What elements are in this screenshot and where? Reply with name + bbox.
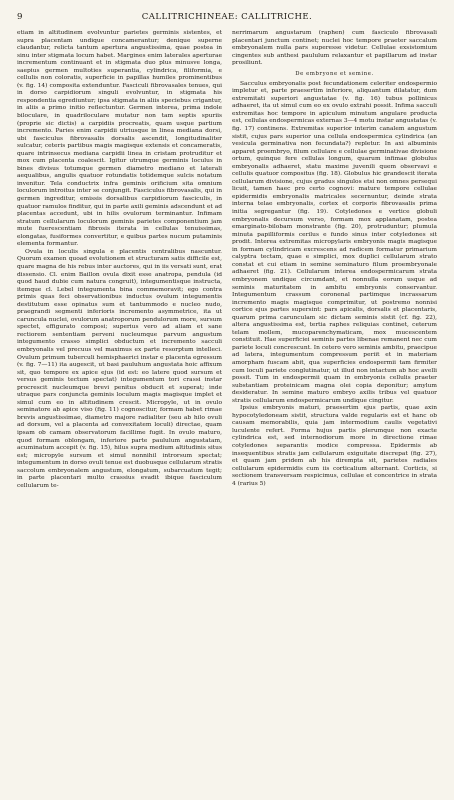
running-head	[17, 12, 437, 24]
page-number: 9	[17, 12, 23, 22]
paragraph: nerrimarum angustarum (raphen) cum fasciculo fibrovasali placentari junctum continet; nuclei hoc tempore praeter saccalum embryonalem nulla pars superesse videtur. Cellulae exsistomium cingentes sub anthesi paululum relaxantur et papillarum ad instar prosiliunt.	[232, 30, 437, 67]
left-column	[17, 30, 222, 778]
paragraph: etiam in altitudinem evolvuntur parietes germinis sistentes, et supra placentam undique concamerantur; denique superne claudantur, relicta tantum apertura angustissima, quae postea in sinu inter stigmata locum habet. Margines enim laterales aperturae incrementum continuant et in stigmata duo plus minusve longa, saepius germen multoties superantia, cylindrica, filiformia, e cellulis non coloratis, superficie in papillas humiles prominentibus (v. fig. 14) composita extenduntur. Fasciculi fibrovasales tenues, qui in dorso carpidiorum singuli evolvuntur, in stigmata his respondentia egrediuntur; ipsa stigmata in aliis speciebus crigantur, in aliis a primo initio reflectuntur. Germen interea, prima indole biloculare, in quadrilocularе mutatur non tam septis spuriis (proprie sic dictis) a carpidiis procreatis, quam usque partium incremento. Paries enim carpidii utriusque in linea mediana dorsi, ubi fasciculus fibrovasalis dorsalis ascendit, longitudinaliter sulcatur, ceteris partibus magis magisque extensis et concameratis, quare intrinsecus mediana carpidii linea in cristam protruditur et mox cum placenta coalescit. Igitur utrumque germinis loculus in bines divisus totumque germen diametro mediano et laterali aequalibus, angulis quatuor rotundatis totidemque sulcis notatum invenitur. Tela conductrix infra geminis orificium sita omnium loculorum introitus inter se conjungit. Fasciculus fibrovasalis, qui in germen ingreditur, emissis dorsalibus carpidiorum fasciculis, in quatuor ramulos finditur, qui in parte axili geminis adscendunt et ad placentas accedunt, ubi in hilis ovulorum terminantur. Infimam stratum cellularum loculorum geminis parietes componentium jam mute fuerescentiam fibrosis iterata in cellulas tenuissimas, elongatas, fusiformes convertitur, e quibus partes nucum putaminis elementa formantur.	[17, 30, 222, 248]
section-heading: De embryone et semine.	[295, 70, 374, 77]
right-column	[232, 30, 437, 778]
text-columns	[17, 30, 437, 778]
running-title: CALLITRICHINEAE: CALLITRICHE.	[141, 12, 313, 22]
paragraph: Ipsius embryonis maturi, praesertim ejus partis, quae axin hypocotyledoneam sistit, structura valde regularis est et hanc ob causam memorabilis, quia jam intermodium caulis vegetativi luculente refert. Forma hujus partis plerumque non exacte cylindrica est, sed internodiorum more in directione rimae cotyledones separantis modice compressa. Epidermis ab insequentibus stratis jam cellularum exiguitate discrepat (fig. 27), et quam jam pridem ab his dirempta sit, parietes radiales cellularum epidermidis cum iis corticalium alternant. Corticis, si sectionem transversam respicimus, cellulae et concentrice in strata 4 (rarius 5)	[232, 405, 437, 487]
paragraph: Ovula in loculis singula e placentis centralibus nascuntur. Quorum examen quoad evolutionem et structuram satis difficile est, quare magna de his rebus inter auctores, qui in iis versati sunt, erat dissensio. Cl. enim Baillon ovula dixit esse anatropa, pendula (id quod haud dubie cum natura congruit), integumentisque instructa, itemque cl. Lebel integumenta bina commemoravit; ego contra primis quas feci observationibus inductus ovulum integumentis destitutum esse opinatus sum et tantummodo e nucleo nudo, praegrandi segmenti inferioris incremento asymmetrice, ita ut carunculа nuclei, ovulorum anatroporum pendulorum more, sursum spectet, effiguratо composi; superius vero ad aliam et sane rectiorem sententiam perveni nucleumque parvum angustum integumento crasso simplici obductum et incrementо sacculi embryonalis vel precuus vel maximus ex parte resorptum intelleci. Ovulum primum tuberculi hemisphaerici instar e placenta egressum (v. fig. 7—11) ita augescit, ut basi pauluhum angustata hoic affixum sit, quo tempore ex apice ejus (id est: eo latere quod sursum et versus geminis tectum spectat) integumentum tori crassi instar procrescit nucleumque brevi penitus obducit et superat; inde utraque pars conjuncta geminis loculum magis magisque implet et simul cum eo in altitudinem crescit. Micropyle, ut in ovulo seminatore ab apice visо (fig. 11) cognoscitur, formam habet rimae brevis angustissimae, diametro majore radialiter (seu ab hilo ovuli ad dorsum, vel a placenta ad convexitatem loculi) directae, quam ipsam ob camam observatorum facillime fugit. In ovulo maturo, quod formam oblongam, inferiore parte paululum angustatam, acuminatum accepit (v. fig. 15), hilus supra medium altitudinis situs est; micropyle sursum et simul nonnihil introrsum spectat; integumentum in dorso ovuli tenue est duobusque cellularum stratis saccolum embryonalem angustum, elongatum, subarcuatum tegit; in parte placentari multo crassius evadit ibique fasciculum cellularum te-	[17, 248, 222, 489]
paragraph: Sacculus embryonalis post fecundationem celeriter endospermio impletur et, parte praesertim inferiore, aliquantum dilatatur, dum extremitati superiori angustatae (v. fig. 16) tubus pollinicus adhaeret, ita ut simul cum eo ex ovulo extrahi possit. Infima sacculi extremitas hoc tempore in apiculum minutum angularе producta est, cellulas endospermicas externas 3—4 motu instar angustatas (v. fig. 17) continens. Extremitas superior interim canalem angustum sistit, cujus pars superior una cellula endospermica cylindrica (an vesicula germinativa non fecundata?) repletur. In axi albuminis apparet proembryo, filum cellulare e cellulae germinativae divisione ortum, quinque fere cellulas longum, quarum infimae globulus embryonalis adhaeret, statu maxime juvenili quem observavi e cellulis quatuor compositus (fig. 18). Globulus hic grandescit iterata cellularum divisione, cujus gradus singulos etsi non omnes persequi licuit, tamen haec pro certo cognovi: mature tempore cellulae epidermidis embryonalis matricales secernuntur, deinde strata interna telae embryonalis, cortex et corporis fibrovasalis prima initia segregantur (fig. 19). Cotyledones e vertice globuli embryonalis decursum verso, formam mox applanatam, postea emarginato-bilobam monstrante (fig. 20), protruduntur; plumula minuta papilliformis cerilus e fundo sinus inter cotyledones sit prodit. Interea extremitas micropylaris embryonis magis magisque in formam cylindricam excrescens ad radicem formatur primarium calyptra tectam, quae e simplici, mox duplici cellularum strato constat et cui etiam in semine seminaturo filum proembryonale adhaeret (fig. 21). Cellularum interea endospermicarum strata embryonem undique circumdant, et nonnulla eorum usque ad seminis maturitatem in ambitu embryonis conservantur. Integumentum crassum coronenal partimque incrassarum incremento magis magisque comprimitur, ut postremo nonnisi cortice ejus partes supersint: pars apicalis, dorsalis et placentaris, quarum prima carunculam sic dictam seminis sistit (cf. fig. 22), altera angustissima est, tertia raphes reliquias continet, ceterum telam mollem, mucoparenchymaticam, mox mucescentem constituit. Hae superficiei seminis partes libenae remanent nec cum pariete loculi concrescunt. In cetero vero seminis ambitu, praecipue ad latera, integumentum compressum periit et in materiam amorpham fuscam abit, qua superficies endospermii tam firmiter cum loculi pariete conglutinatur, ut illud non intactum ab hoc avelli possit. Tum in endospermii quam in embryonis cellulis praeter substantiam proteinicam magna olei copia deponitur; amylum desideratur. In semine maturo embryo axilis tribus vel quatuor stratis cellularum endospermicarum undique cingitur.	[232, 80, 437, 404]
